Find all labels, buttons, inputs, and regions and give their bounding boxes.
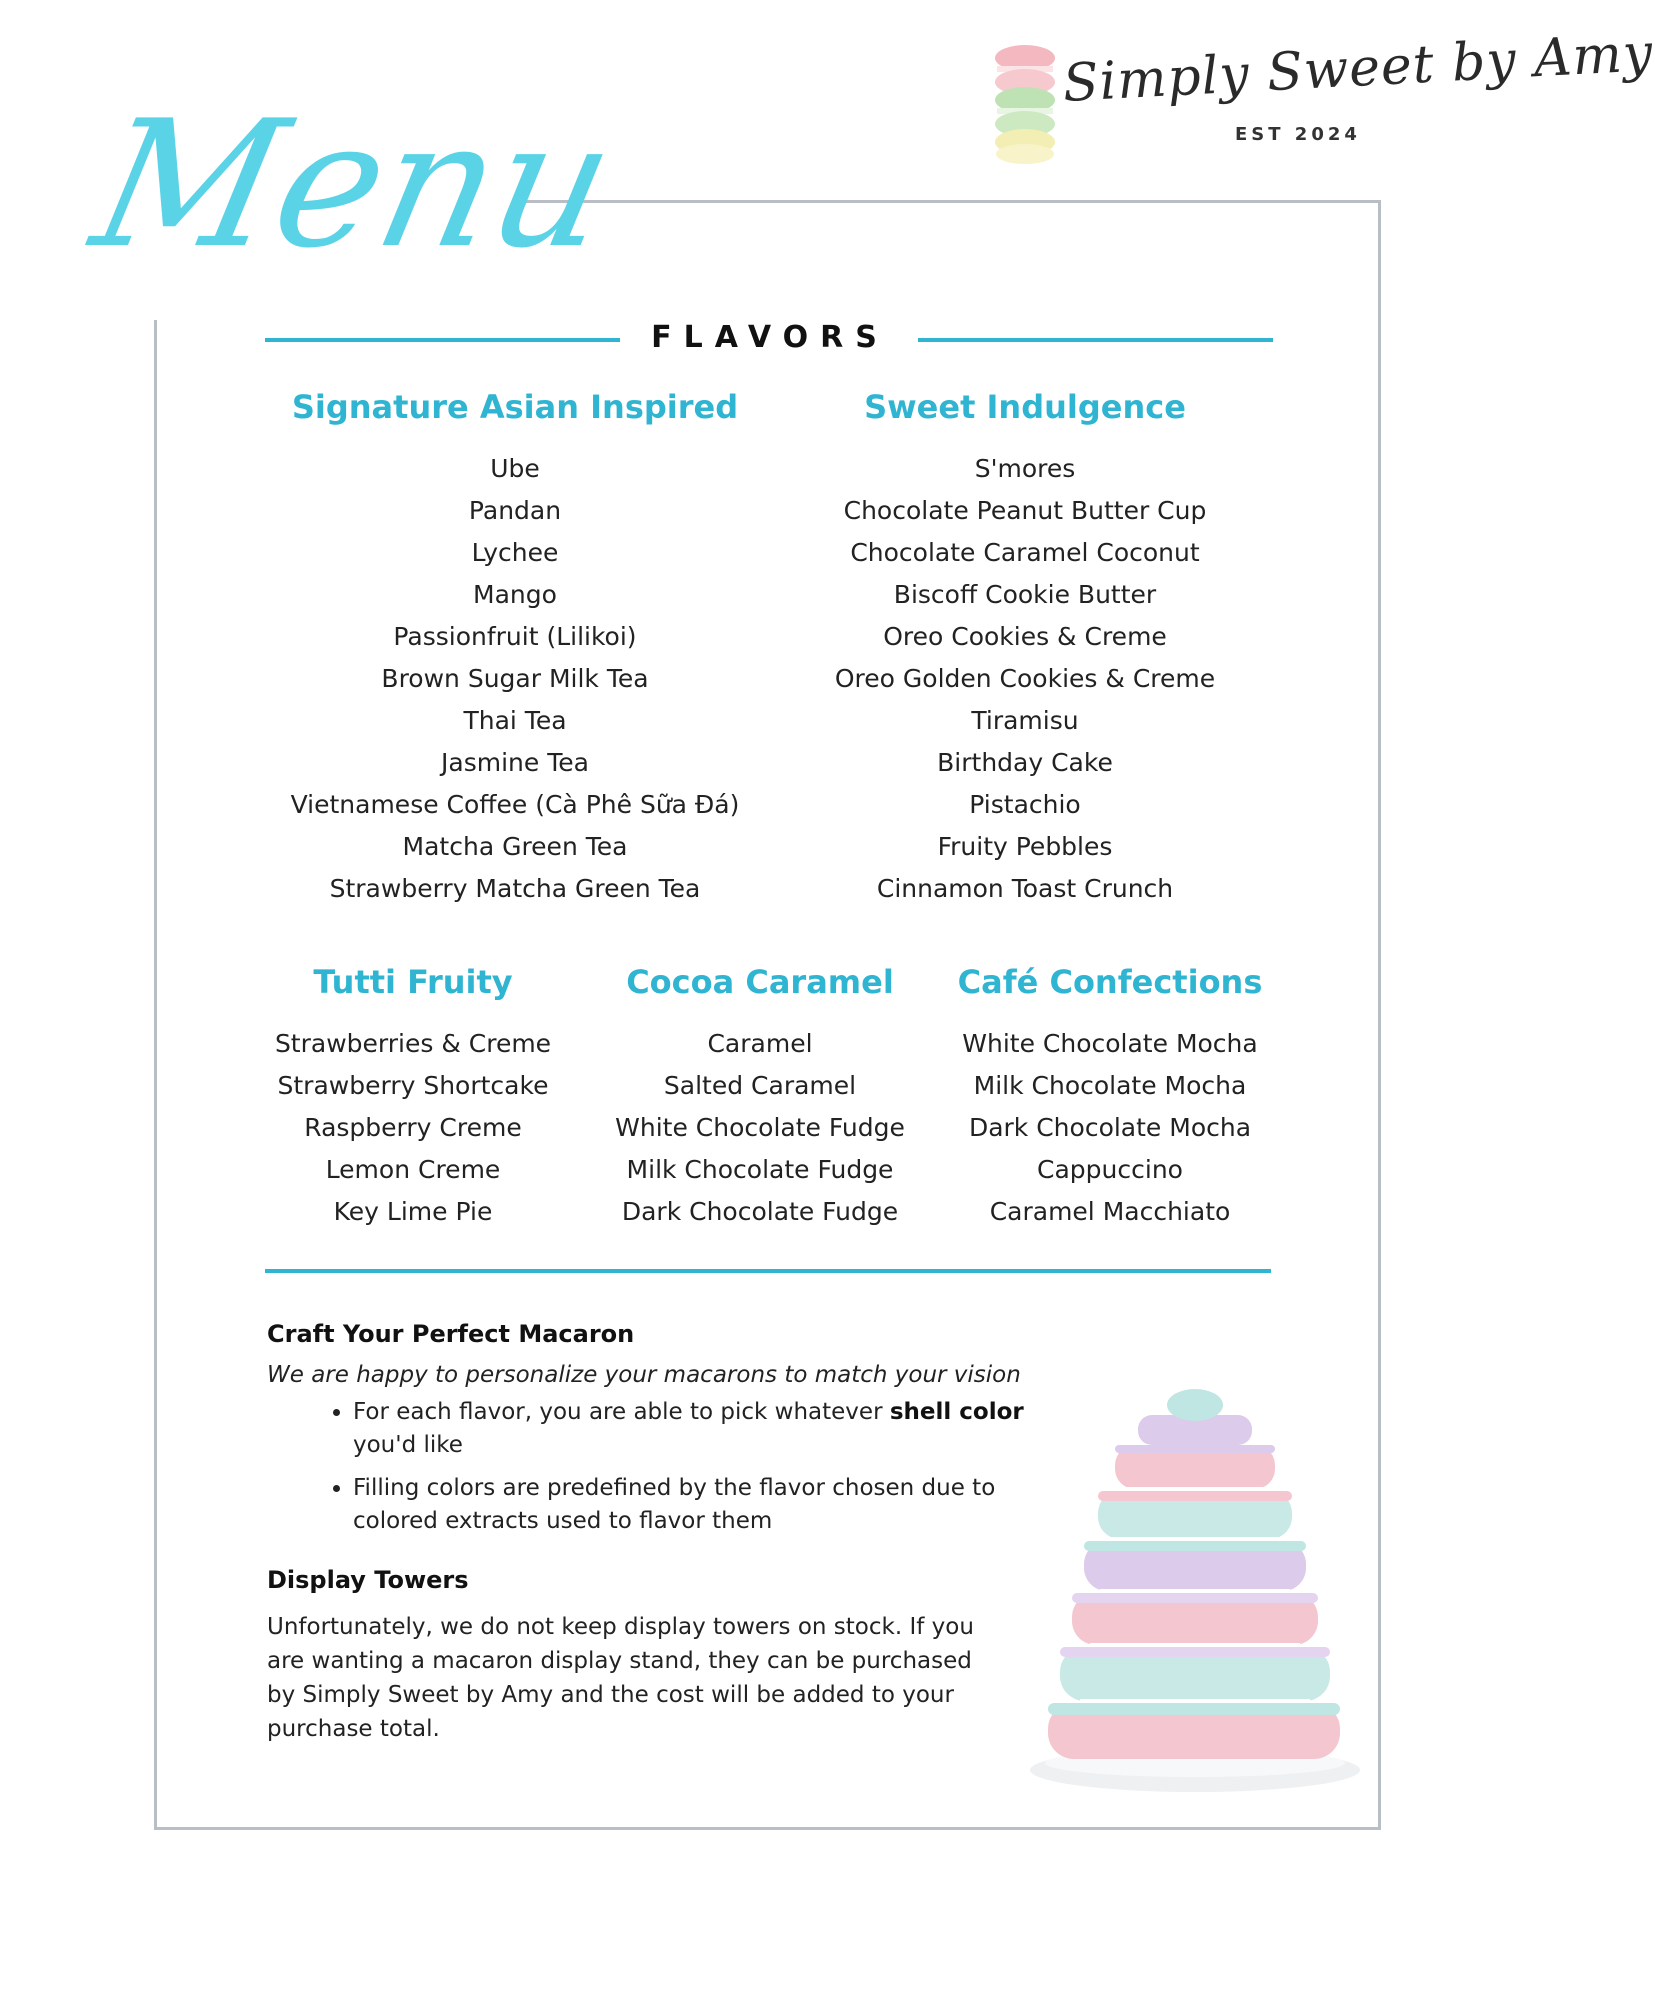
heading-rule-right [918, 338, 1273, 342]
flavor-item: Dark Chocolate Fudge [621, 1197, 899, 1226]
flavor-item: Milk Chocolate Fudge [626, 1155, 894, 1184]
flavor-item: Chocolate Peanut Butter Cup [843, 496, 1207, 525]
brand-est: EST 2024 [1235, 124, 1361, 145]
flavor-item: Matcha Green Tea [402, 832, 628, 861]
section-signature-asian [265, 388, 765, 910]
macaron-tower-image [1020, 1385, 1365, 1795]
flavor-item: Caramel Macchiato [989, 1197, 1231, 1226]
section-title: Café Confections [957, 963, 1263, 1001]
flavor-item: Brown Sugar Milk Tea [381, 664, 649, 693]
flavor-item: S'mores [974, 454, 1076, 483]
section-cafe-confections [950, 963, 1270, 1233]
flavor-item: Lychee [471, 538, 559, 567]
flavor-list [265, 448, 765, 910]
flavor-item: Cappuccino [1037, 1155, 1183, 1184]
flavor-item: Jasmine Tea [441, 748, 589, 777]
flavors-heading-label: FLAVORS [651, 320, 889, 355]
section-divider [265, 1269, 1271, 1273]
flavor-item: Pistachio [969, 790, 1081, 819]
craft-bullet-filling: • Filling colors are predefined by the flavor chosen due to colored extracts used to flavor them [353, 1472, 1087, 1538]
brand-logo [985, 23, 1655, 170]
flavor-item: Oreo Golden Cookies & Creme [834, 664, 1216, 693]
flavor-item: Mango [473, 580, 557, 609]
flavor-item: Tiramisu [971, 706, 1079, 735]
section-title: Sweet Indulgence [864, 388, 1186, 426]
section-title: Tutti Fruity [313, 963, 513, 1001]
flavor-list [263, 1023, 563, 1233]
flavor-item: Chocolate Caramel Coconut [850, 538, 1200, 567]
flavor-item: Fruity Pebbles [937, 832, 1113, 861]
craft-section [267, 1320, 1087, 1548]
towers-heading: Display Towers [267, 1566, 469, 1594]
flavor-item: Biscoff Cookie Butter [893, 580, 1157, 609]
section-title: Signature Asian Inspired [291, 388, 739, 426]
craft-intro: We are happy to personalize your macarons to match your vision [267, 1362, 1021, 1388]
flavor-item: Strawberries & Creme [274, 1029, 552, 1058]
towers-body: Unfortunately, we do not keep display towers on stock. If you are wanting a macaron display stand, they can be purchased by Simply Sweet by Amy and the cost will be added to your purchase total. [267, 1614, 974, 1742]
flavor-list [605, 1023, 915, 1233]
flavor-item: Cinnamon Toast Crunch [876, 874, 1174, 903]
craft-bullet-text: For each flavor, you are able to pick whatever [353, 1399, 890, 1425]
flavor-item: Milk Chocolate Mocha [973, 1071, 1247, 1100]
craft-bullet-text: you'd like [353, 1432, 463, 1458]
craft-bullet-shell-color [353, 1396, 1087, 1462]
flavor-item: Vietnamese Coffee (Cà Phê Sữa Đá) [290, 790, 740, 819]
flavor-item: White Chocolate Fudge [615, 1113, 905, 1142]
flavors-heading [265, 320, 1273, 360]
heading-rule-left [265, 338, 620, 342]
flavor-item: Passionfruit (Lilikoi) [393, 622, 637, 651]
flavor-item: Thai Tea [463, 706, 567, 735]
craft-heading: Craft Your Perfect Macaron [267, 1320, 635, 1348]
menu-title [78, 55, 631, 315]
flavor-item: Strawberry Matcha Green Tea [329, 874, 701, 903]
flavor-item: Birthday Cake [937, 748, 1113, 777]
flavor-item: White Chocolate Mocha [962, 1029, 1258, 1058]
flavor-list [775, 448, 1275, 910]
brand-name: Simply Sweet by Amy [1061, 23, 1655, 114]
craft-list [267, 1396, 1087, 1538]
section-cocoa-caramel [605, 963, 915, 1233]
section-sweet-indulgence [775, 388, 1275, 910]
flavor-item: Caramel [707, 1029, 813, 1058]
flavor-item: Dark Chocolate Mocha [968, 1113, 1252, 1142]
shell-color-emphasis: shell color [889, 1399, 1024, 1425]
flavor-item: Lemon Creme [325, 1155, 501, 1184]
menu-title-text: Menu [78, 82, 631, 287]
section-title: Cocoa Caramel [626, 963, 894, 1001]
section-tutti-fruity [263, 963, 563, 1233]
flavor-item: Pandan [468, 496, 562, 525]
flavor-item: Oreo Cookies & Creme [883, 622, 1167, 651]
flavor-item: Strawberry Shortcake [277, 1071, 549, 1100]
macaron-stack-logo-icon [985, 40, 1065, 165]
flavor-item: Key Lime Pie [333, 1197, 493, 1226]
flavor-item: Salted Caramel [663, 1071, 857, 1100]
flavor-item: Ube [490, 454, 540, 483]
towers-section [267, 1566, 1007, 1746]
flavor-item: Raspberry Creme [304, 1113, 522, 1142]
flavor-list [950, 1023, 1270, 1233]
